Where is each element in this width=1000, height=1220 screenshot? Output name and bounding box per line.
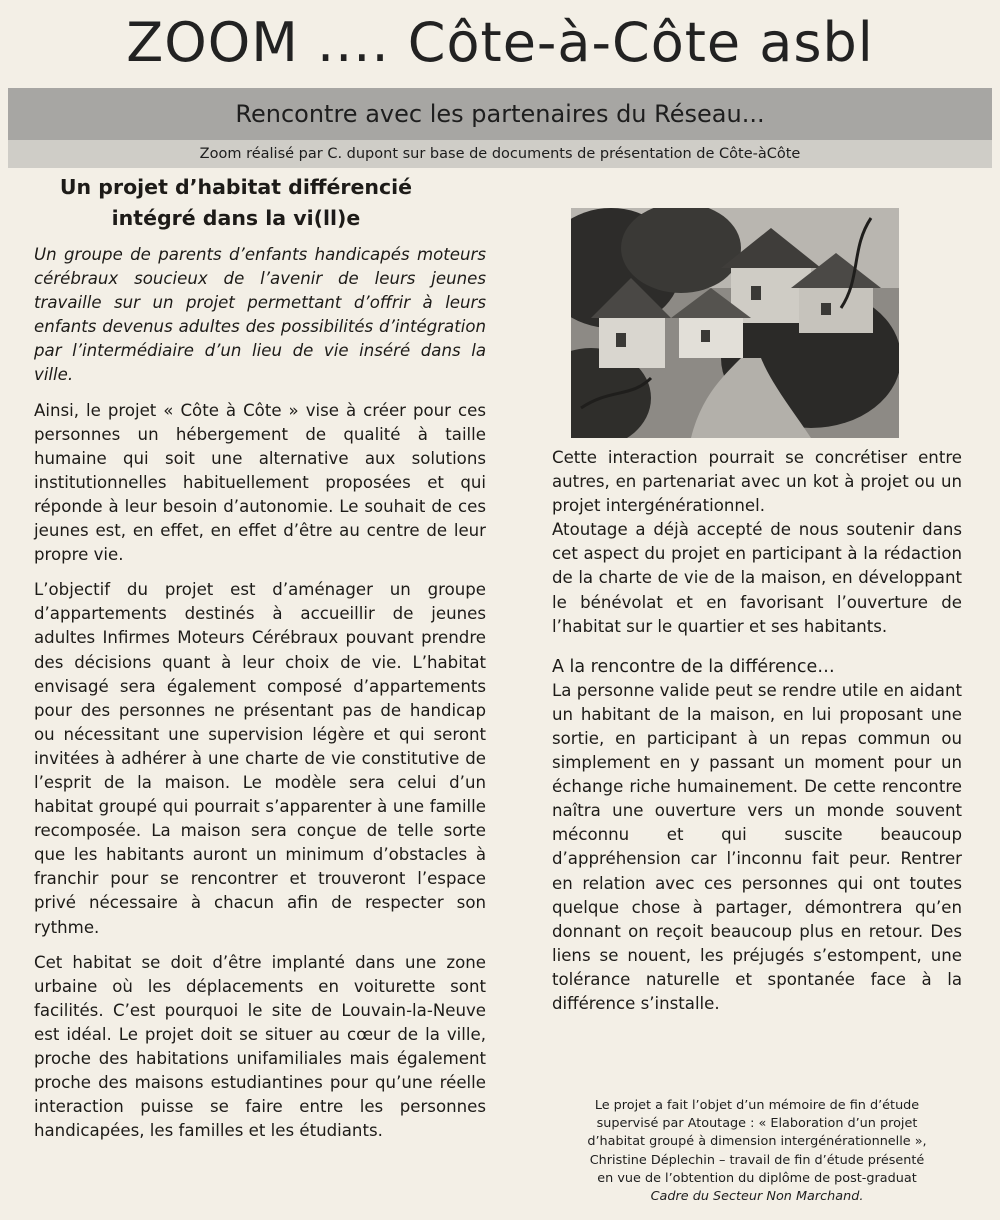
intro-paragraph: Un groupe de parents d’enfants handicapés moteurs cérébraux soucieux de l’avenir de leurs jeunes travaille sur un projet permettant d’offrir à leurs enfants devenus adultes des possibilités d’intégration par l’intermédiaire d’un lieu de vie inséré dans la ville. (34, 245, 486, 385)
footnote-line-4: Christine Déplechin – travail de fin d’étude présenté (589, 1152, 925, 1168)
footnote-line-6: Cadre du Secteur Non Marchand. (650, 1189, 864, 1205)
village-painting-icon (571, 208, 899, 438)
article-title (34, 172, 486, 234)
right-column (552, 446, 962, 1016)
footnote-line-2: supervisé par Atoutage : « Elaboration d’un projet (596, 1116, 918, 1132)
footnote (552, 1097, 962, 1206)
body-paragraph-1: Ainsi, le projet « Côte à Côte » vise à créer pour ces personnes un hébergement de qualité à taille humaine qui soit une alternative aux solutions institutionnelles habituellement proposées et qui réponde à leur besoin d’autonomie. Le souhait de ces jeunes est, en effet, en effet d’être au centre de leur propre vie. (34, 400, 486, 565)
footnote-line-1: Le projet a fait l’objet d’un mémoire de fin d’étude (594, 1098, 920, 1113)
section-band: Rencontre avec les partenaires du Réseau... (8, 88, 992, 140)
final-paragraph: La personne valide peut se rendre utile en aidant un habitant de la maison, en lui proposant une sortie, en participant à un repas commun ou simplement en y passant un moment pour un échange riche humainement. De cette rencontre naîtra une ouverture vers un monde souvent méconnu et qui suscite beaucoup d’appréhension car l’inconnu fait peur. Rentrer en relation avec ces personnes qui ont toutes quelque chose à partager, démontrera qu’en donnant on reçoit beaucoup plus en retour. Des liens se nouent, les préjugés s’estompent, une tolérance naturelle et spontanée face à la différence s’installe. (552, 680, 962, 1013)
masthead-title: ZOOM .... Côte-à-Côte asbl (126, 11, 874, 74)
right-paragraph-2: Atoutage a déjà accepté de nous soutenir dans cet aspect du projet en participant à la rédaction de la charte de vie de la maison, en développant le bénévolat et en favorisant l’ouverture de l’habitat sur le quartier et ses habitants. (552, 520, 962, 636)
right-paragraph-1: Cette interaction pourrait se concrétiser entre autres, en partenariat avec un kot à projet ou un projet intergénérationnel. (552, 448, 962, 516)
left-column (34, 172, 486, 1143)
byline: Zoom réalisé par C. dupont sur base de documents de présentation de Côte-àCôte (8, 140, 992, 168)
section-subheading: A la rencontre de la différence… (552, 656, 835, 677)
article-title-line2: intégré dans la vi(ll)e (111, 206, 361, 230)
body-paragraph-3: Cet habitat se doit d’être implanté dans une zone urbaine où les déplacements en voiturette sont facilités. C’est pourquoi le site de Louvain-la-Neuve est idéal. Le projet doit se situer au cœur de la ville, proche des habitations unifamiliales mais également proche des maisons estudiantines pour qu’une réelle interaction puisse se faire entre les personnes handicapées, les familles et les étudiants. (34, 952, 486, 1141)
footnote-line-5: en vue de l’obtention du diplôme de post-graduat (597, 1170, 917, 1186)
body-paragraph-2: L’objectif du projet est d’aménager un groupe d’appartements destinés à accueillir de jeunes adultes Infirmes Moteurs Cérébraux pouvant prendre des décisions quant à leur choix de vie. L’habitat envisagé sera également composé d’appartements pour des personnes ne présentant pas de handicap ou nécessitant une supervision légère et qui seront invitées à adhérer à une charte de vie constitutive de l’esprit de la maison. Le modèle sera celui d’un habitat groupé qui pourrait s’apparenter à une famille recomposée. La maison sera conçue de telle sorte que les habitants auront un minimum d’obstacles à franchir pour se rencontrer et trouveront l’espace privé nécessaire à chacun afin de respecter son rythme. (34, 580, 486, 937)
footnote-line-3: d’habitat groupé à dimension intergénérationnelle », (587, 1134, 927, 1150)
article-title-line1: Un projet d’habitat différencié (59, 175, 413, 199)
